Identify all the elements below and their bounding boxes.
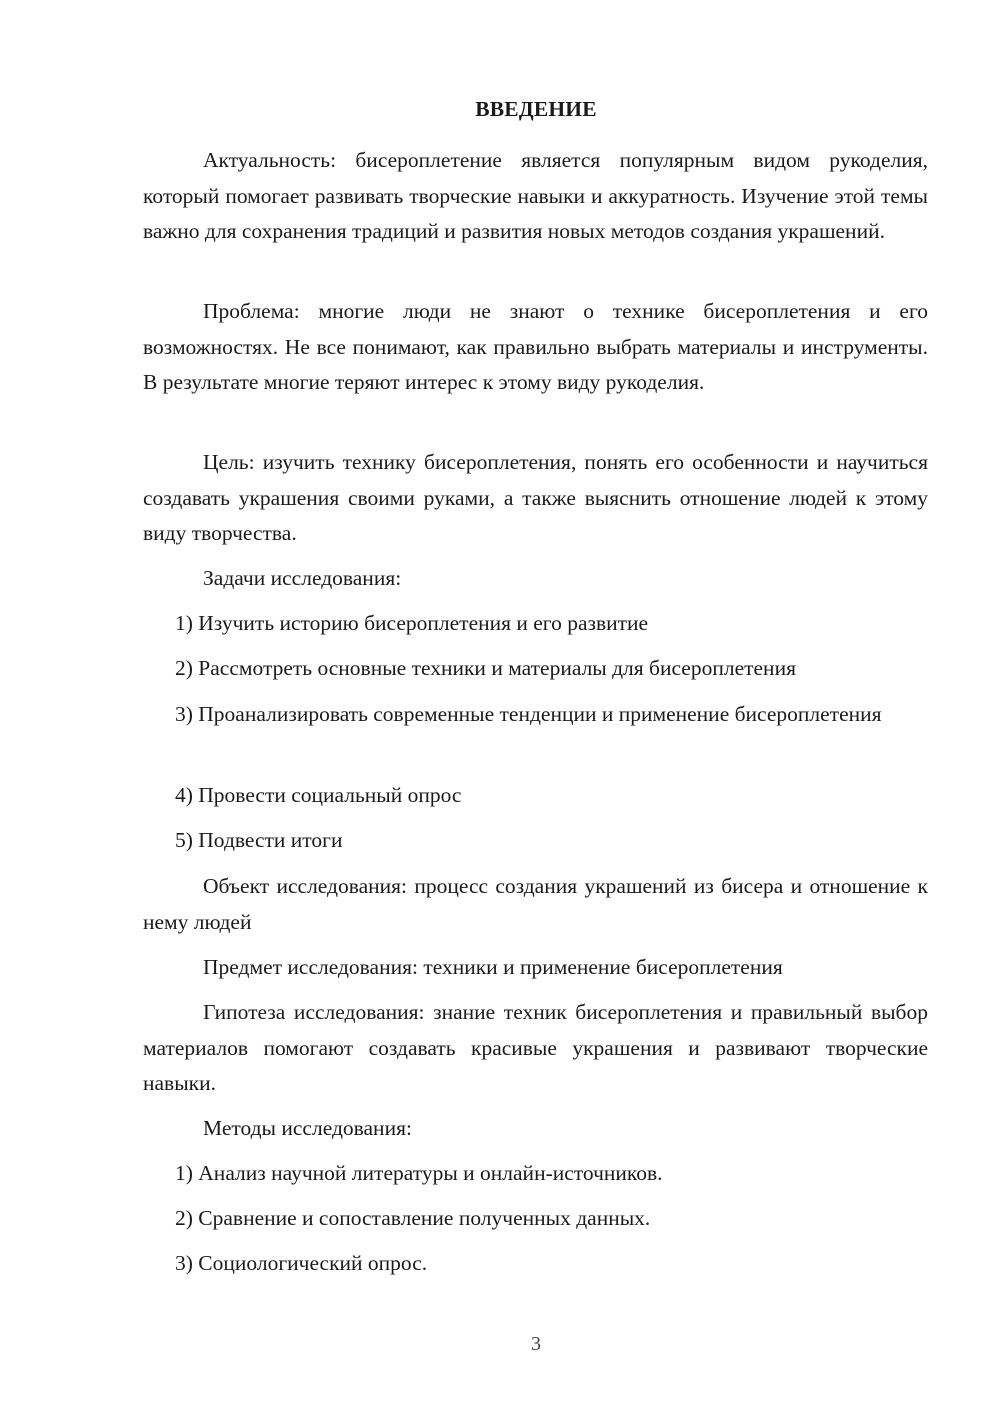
tasks-heading: Задачи исследования: — [203, 566, 402, 590]
hypothesis-paragraph: Гипотеза исследования: знание техник бисероплетения и правильный выбор материалов помогают создавать красивые украшения и развивают творческие навыки. — [143, 1000, 928, 1095]
method-item-2: 2) Сравнение и сопоставление полученных данных. — [175, 1206, 651, 1230]
relevance-paragraph: Актуальность: бисероплетение является популярным видом рукоделия, который помогает развивать творческие навыки и аккуратность. Изучение этой темы важно для сохранения традиций и развития новых методов создания украшений. — [143, 148, 928, 243]
object-paragraph: Объект исследования: процесс создания украшений из бисера и отношение к нему людей — [143, 874, 928, 934]
page-number: 3 — [531, 1333, 541, 1355]
task-item-3: 3) Проанализировать современные тенденции и применение бисероплетения — [175, 702, 882, 726]
page-title: ВВЕДЕНИЕ — [475, 97, 597, 121]
task-item-5: 5) Подвести итоги — [175, 828, 343, 852]
method-item-1: 1) Анализ научной литературы и онлайн-источников. — [175, 1161, 663, 1185]
task-item-2: 2) Рассмотреть основные техники и материалы для бисероплетения — [175, 656, 796, 680]
subject-paragraph: Предмет исследования: техники и применение бисероплетения — [203, 955, 783, 979]
task-item-4: 4) Провести социальный опрос — [175, 783, 462, 807]
method-item-3: 3) Социологический опрос. — [175, 1251, 428, 1275]
task-item-1: 1) Изучить историю бисероплетения и его развитие — [175, 611, 649, 635]
problem-paragraph: Проблема: многие люди не знают о технике бисероплетения и его возможностях. Не все понимают, как правильно выбрать материалы и инструменты. В результате многие теряют интерес к этому виду рукоделия. — [143, 299, 928, 394]
goal-paragraph: Цель: изучить технику бисероплетения, понять его особенности и научиться создавать украшения своими руками, а также выяснить отношение людей к этому виду творчества. — [143, 450, 928, 545]
methods-heading: Методы исследования: — [203, 1116, 412, 1140]
